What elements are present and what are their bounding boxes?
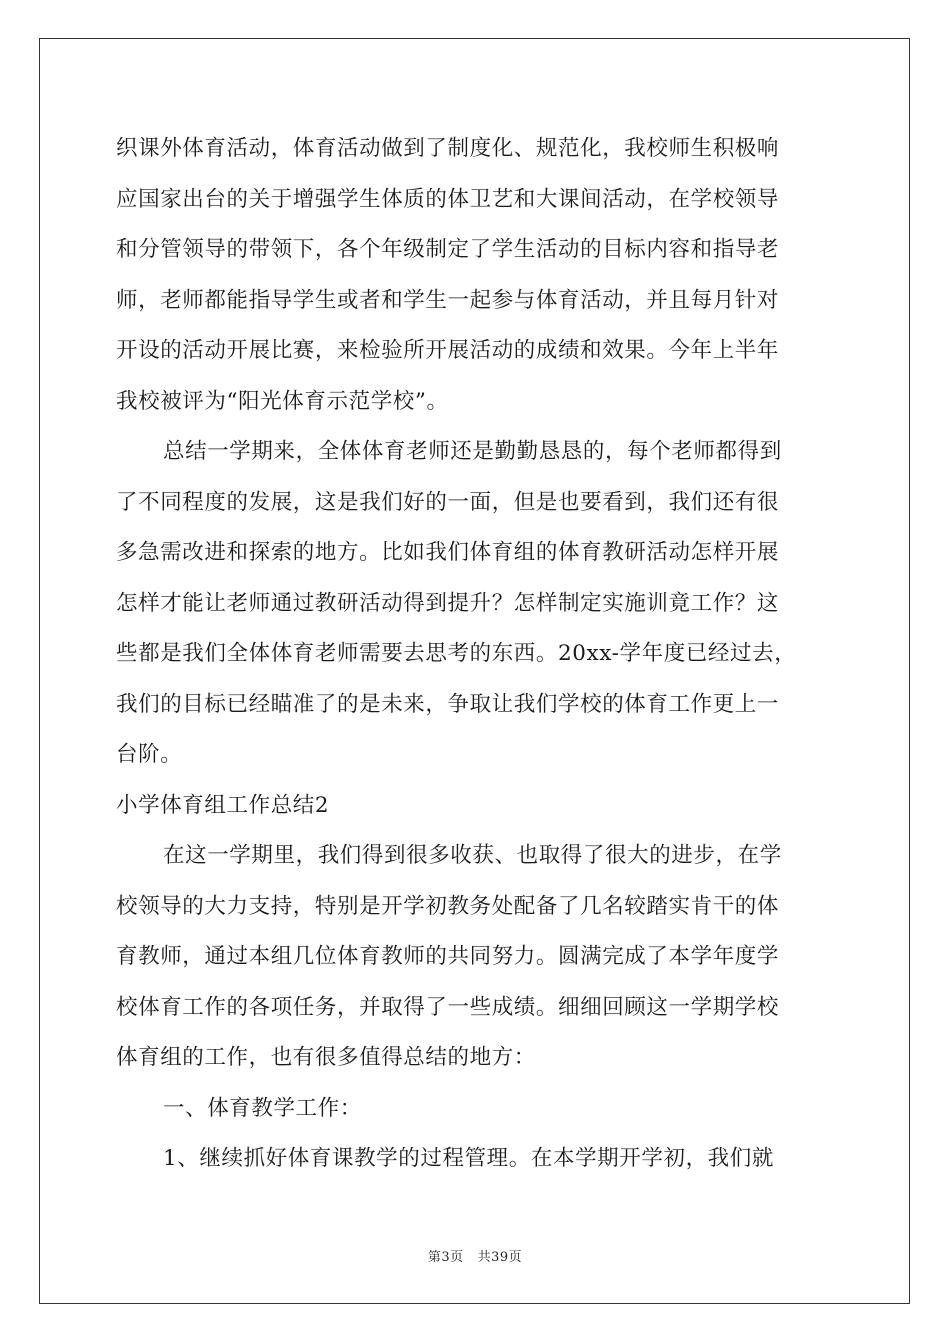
text-line: 我们的目标已经瞄准了的是未来，争取让我们学校的体育工作更上一 [116, 691, 780, 717]
text-line: 织课外体育活动，体育活动做到了制度化、规范化，我校师生积极响 [116, 136, 780, 161]
page-footer [0, 1246, 950, 1265]
text-line: 校领导的大力支持，特别是开学初教务处配备了几名较踏实肯干的体 [116, 893, 780, 919]
document-body [116, 124, 836, 1185]
page-total: 共39页 [477, 1250, 523, 1265]
text-line: 一、体育教学工作： [163, 1095, 362, 1121]
text-line: 体育组的工作，也有很多值得总结的地方： [116, 1045, 536, 1070]
text-line: 师，老师都能指导学生或者和学生一起参与体育活动，并且每月针对 [116, 287, 780, 313]
text-line: 小学体育组工作总结2 [116, 792, 330, 818]
text-line: 多急需改进和探索的地方。比如我们体育组的体育教研活动怎样开展 [116, 540, 780, 565]
text-line: 在这一学期里，我们得到很多收获、也取得了很大的进步，在学 [163, 843, 782, 868]
text-line: 校体育工作的各项任务，并取得了一些成绩。细细回顾这一学期学校 [116, 994, 780, 1020]
text-line: 总结一学期来，全体体育老师还是勤勤恳恳的，每个老师都得到 [163, 439, 782, 464]
text-line: 育教师，通过本组几位体育教师的共同努力。圆满完成了本学年度学 [116, 944, 780, 969]
text-line: 应国家出台的关于增强学生体质的体卫艺和大课间活动，在学校领导 [116, 186, 780, 212]
text-line: 些都是我们全体体育老师需要去思考的东西。20xx-学年度已经过去， [116, 641, 797, 666]
text-line: 了不同程度的发展，这是我们好的一面，但是也要看到，我们还有很 [116, 489, 780, 515]
text-line: 1、继续抓好体育课教学的过程管理。在本学期开学初，我们就 [163, 1146, 774, 1171]
text-line: 台阶。 [116, 742, 183, 767]
text-line: 怎样才能让老师通过教研活动得到提升？怎样制定实施训竟工作？这 [116, 590, 780, 616]
text-line: 和分管领导的带领下，各个年级制定了学生活动的目标内容和指导老 [116, 237, 780, 262]
text-line: 我校被评为“阳光体育示范学校”。 [116, 388, 449, 414]
text-line: 开设的活动开展比赛，来检验所开展活动的成绩和效果。今年上半年 [116, 338, 780, 363]
page-number: 第3页 [427, 1250, 464, 1265]
